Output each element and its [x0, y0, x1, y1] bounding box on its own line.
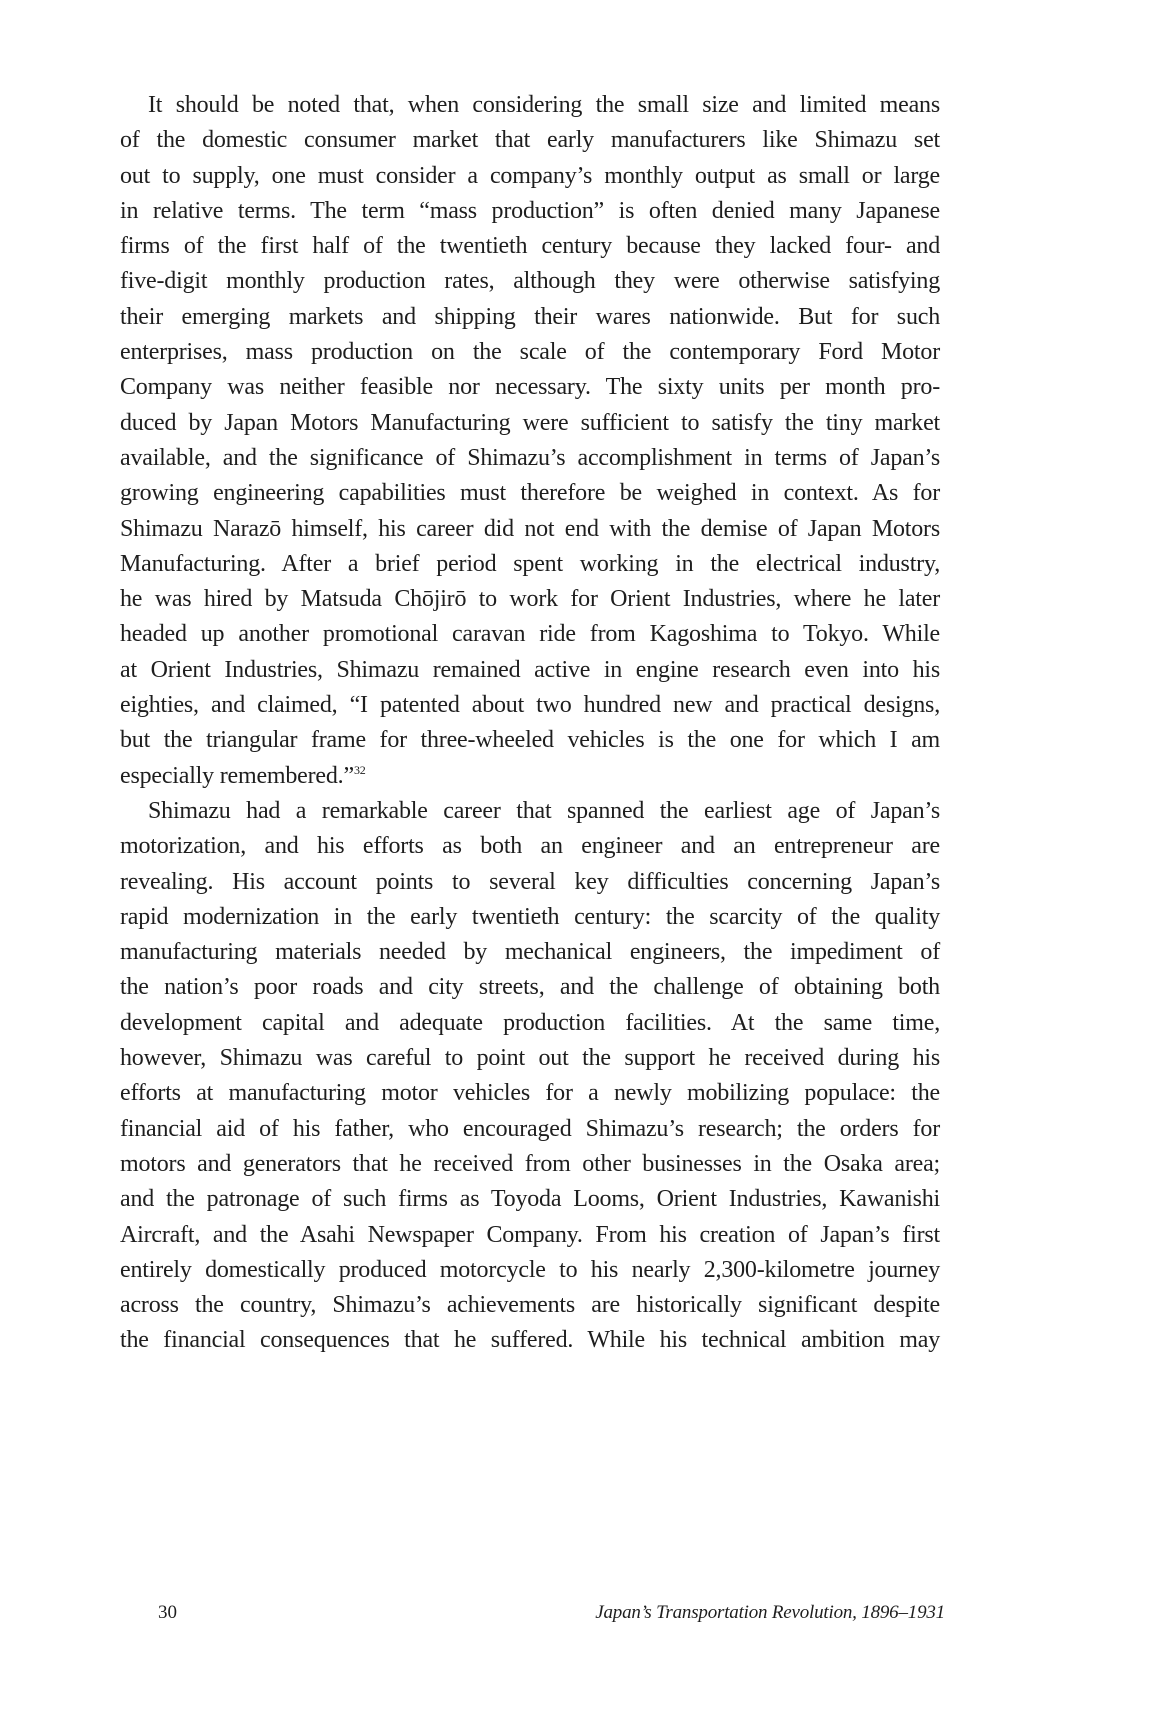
text-line: It should be noted that, when considering the small size and limited means: [148, 92, 940, 118]
footnote-reference[interactable]: 32: [353, 762, 366, 777]
text-line: in relative terms. The term “mass production” is often denied many Japanese: [120, 197, 940, 224]
text-line: eighties, and claimed, “I patented about two hundred new and practical designs,: [120, 692, 940, 719]
text-line: available, and the significance of Shimazu’s accomplishment in terms of Japan’s: [120, 444, 940, 471]
text-line-last: [120, 759, 940, 794]
text-line: of the domestic consumer market that early manufacturers like Shimazu set: [120, 127, 940, 154]
text-line: financial aid of his father, who encouraged Shimazu’s research; the orders for: [120, 1115, 940, 1142]
text-line: he was hired by Matsuda Chōjirō to work for Orient Industries, where he later: [120, 586, 940, 613]
text-line-content: especially remembered.”: [120, 762, 354, 789]
text-line: however, Shimazu was careful to point out the support he received during his: [120, 1045, 940, 1072]
text-line: enterprises, mass production on the scale of the contemporary Ford Motor: [120, 339, 940, 366]
text-line: their emerging markets and shipping their wares nationwide. But for such: [120, 303, 940, 330]
text-line: Shimazu had a remarkable career that spanned the earliest age of Japan’s: [148, 797, 940, 824]
text-line: revealing. His account points to several key difficulties concerning Japan’s: [120, 868, 940, 895]
text-line: Aircraft, and the Asahi Newspaper Company. From his creation of Japan’s first: [120, 1221, 940, 1248]
text-line: Company was neither feasible nor necessary. The sixty units per month pro-: [120, 374, 940, 401]
page-footer: [158, 1598, 945, 1628]
text-line: the financial consequences that he suffered. While his technical ambition may: [120, 1327, 940, 1354]
running-title: Japan’s Transportation Revolution, 1896–1931: [595, 1602, 945, 1623]
text-line: motorization, and his efforts as both an engineer and an entrepreneur are: [120, 833, 940, 860]
text-line: Shimazu Narazō himself, his career did not end with the demise of Japan Motors: [120, 515, 940, 542]
text-line: the nation’s poor roads and city streets, and the challenge of obtaining both: [120, 974, 940, 1001]
text-line: but the triangular frame for three-wheeled vehicles is the one for which I am: [120, 727, 940, 754]
text-line: growing engineering capabilities must therefore be weighed in context. As for: [120, 480, 940, 507]
text-line: entirely domestically produced motorcycle to his nearly 2,300-kilometre journey: [120, 1256, 940, 1283]
text-line: Manufacturing. After a brief period spent working in the electrical industry,: [120, 550, 940, 577]
text-line: development capital and adequate production facilities. At the same time,: [120, 1009, 940, 1036]
text-line: motors and generators that he received from other businesses in the Osaka area;: [120, 1150, 940, 1177]
text-line: at Orient Industries, Shimazu remained active in engine research even into his: [120, 656, 940, 683]
page-number: 30: [158, 1602, 177, 1623]
text-line: efforts at manufacturing motor vehicles for a newly mobilizing populace: the: [120, 1080, 940, 1107]
text-line: rapid modernization in the early twentieth century: the scarcity of the quality: [120, 903, 940, 930]
text-line: manufacturing materials needed by mechanical engineers, the impediment of: [120, 939, 940, 966]
text-line: headed up another promotional caravan ride from Kagoshima to Tokyo. While: [120, 621, 940, 648]
text-line: across the country, Shimazu’s achievements are historically significant despite: [120, 1292, 940, 1319]
text-line: and the patronage of such firms as Toyoda Looms, Orient Industries, Kawanishi: [120, 1186, 940, 1213]
body-text: [120, 88, 940, 1359]
text-line: duced by Japan Motors Manufacturing were sufficient to satisfy the tiny market: [120, 409, 940, 436]
text-line: five-digit monthly production rates, although they were otherwise satisfying: [120, 268, 940, 295]
text-line: out to supply, one must consider a company’s monthly output as small or large: [120, 162, 940, 189]
text-line: firms of the first half of the twentieth century because they lacked four- and: [120, 233, 940, 260]
